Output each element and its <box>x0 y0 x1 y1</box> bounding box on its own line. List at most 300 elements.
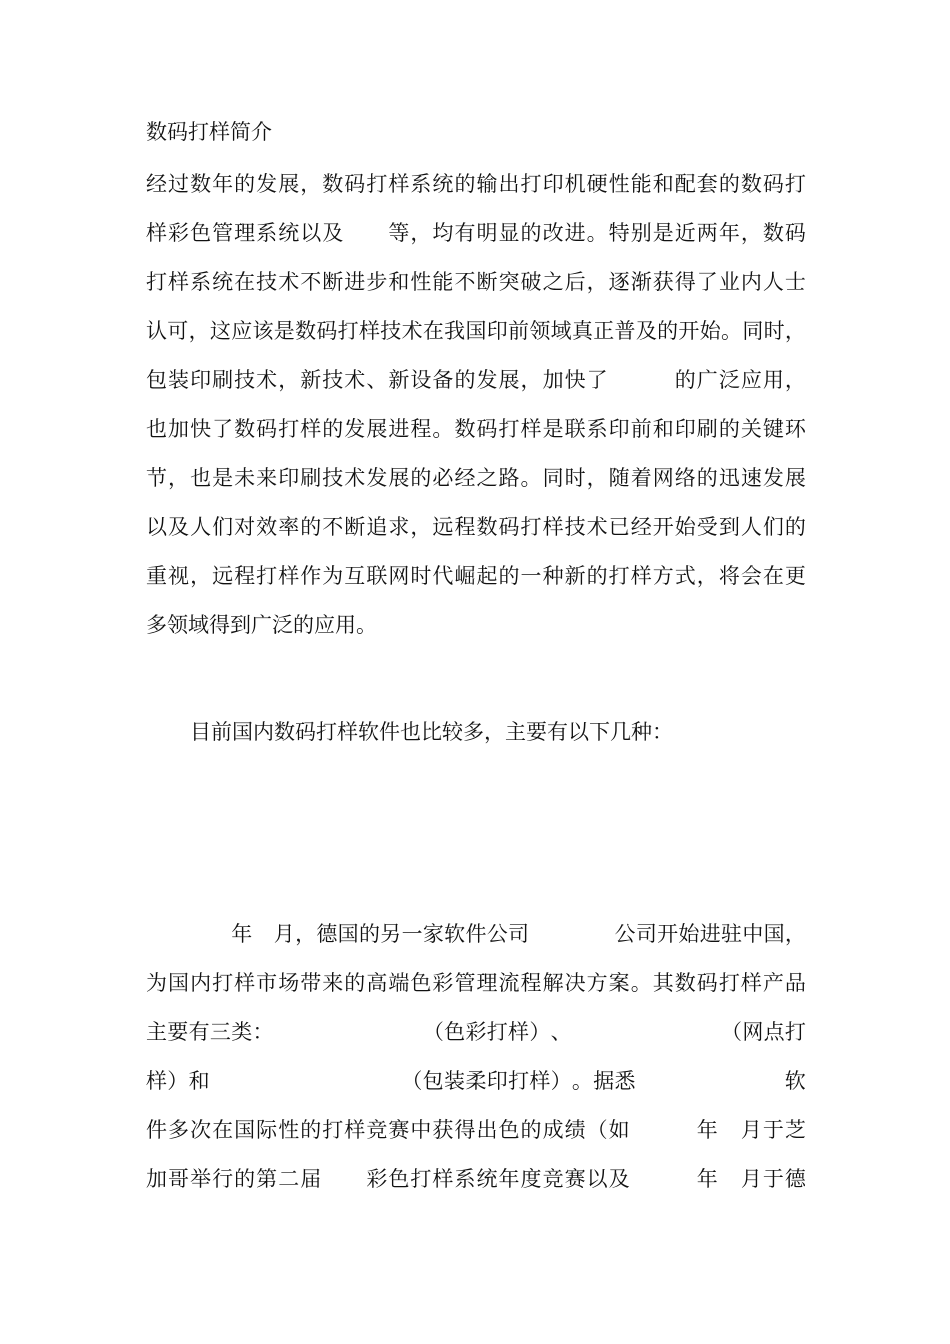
glyph: ， <box>586 466 608 490</box>
glyph: 及 <box>635 319 657 343</box>
glyph: 断 <box>476 270 498 294</box>
glyph: 中 <box>410 1118 432 1142</box>
glyph <box>189 910 210 959</box>
glyph: 也 <box>146 417 167 441</box>
glyph: 展 <box>784 466 806 490</box>
glyph <box>529 910 550 959</box>
glyph: 出 <box>476 1118 498 1142</box>
glyph: 时 <box>763 319 785 343</box>
glyph: 样 <box>234 971 256 995</box>
glyph: 联 <box>564 417 586 441</box>
glyph: 种 <box>542 564 564 588</box>
glyph: 国 <box>465 319 487 343</box>
glyph <box>316 1057 337 1106</box>
glyph: ， <box>410 515 432 539</box>
text-line <box>146 1008 806 1057</box>
glyph: 案 <box>608 971 630 995</box>
glyph: 度 <box>520 1167 542 1191</box>
glyph: 系 <box>256 221 278 245</box>
glyph: 后 <box>564 270 586 294</box>
glyph: 年 <box>212 172 234 196</box>
glyph: 行 <box>212 1167 234 1191</box>
glyph: 际 <box>256 1118 278 1142</box>
glyph: 断 <box>322 270 344 294</box>
glyph: 速 <box>740 466 762 490</box>
glyph: 据 <box>593 1069 615 1093</box>
glyph: 之 <box>542 270 564 294</box>
glyph: 了 <box>212 417 234 441</box>
glyph: 绩 <box>564 1118 586 1142</box>
glyph: ， <box>410 221 432 245</box>
glyph <box>636 1008 657 1057</box>
glyph: 领 <box>529 319 551 343</box>
glyph: 样 <box>168 270 190 294</box>
glyph: 码 <box>316 319 338 343</box>
glyph: 印 <box>486 1069 508 1093</box>
glyph: 会 <box>740 564 762 588</box>
glyph <box>274 1057 295 1106</box>
glyph: 方 <box>652 564 674 588</box>
document-title: 数码打样简介 <box>146 120 272 144</box>
glyph: 这 <box>209 319 231 343</box>
glyph: 着 <box>630 466 652 490</box>
glyph: 加 <box>146 1167 167 1191</box>
glyph: 统 <box>432 172 454 196</box>
glyph: ， <box>784 922 806 946</box>
glyph <box>572 1008 593 1057</box>
glyph: 术 <box>586 515 608 539</box>
glyph: 悉 <box>614 1069 636 1093</box>
glyph: 起 <box>476 564 498 588</box>
glyph: 作 <box>300 564 322 588</box>
glyph: ， <box>740 221 762 245</box>
glyph: 在 <box>234 270 256 294</box>
glyph: 的 <box>718 417 740 441</box>
glyph <box>631 1106 652 1155</box>
glyph: 配 <box>674 172 696 196</box>
glyph: 术 <box>344 368 366 392</box>
glyph: 样 <box>520 417 542 441</box>
glyph <box>344 1155 365 1204</box>
glyph: 该 <box>252 319 274 343</box>
glyph: 的 <box>234 172 256 196</box>
glyph: 样 <box>146 1069 167 1093</box>
glyph: 域 <box>550 319 572 343</box>
glyph: 统 <box>278 221 300 245</box>
glyph: 打 <box>278 417 300 441</box>
glyph <box>344 209 365 258</box>
glyph: 司 <box>635 922 657 946</box>
glyph <box>719 1106 740 1155</box>
glyph: 技 <box>234 368 256 392</box>
glyph: 可 <box>167 319 189 343</box>
glyph: 加 <box>542 368 564 392</box>
glyph: 网 <box>388 564 410 588</box>
glyph <box>700 1057 721 1106</box>
glyph: 和 <box>188 1069 210 1093</box>
glyph: 网 <box>652 466 674 490</box>
glyph: 国 <box>234 1118 256 1142</box>
glyph: 在 <box>422 319 444 343</box>
glyph <box>609 356 630 405</box>
glyph: 新 <box>388 368 410 392</box>
glyph: 年 <box>696 1167 718 1191</box>
glyph: 印 <box>542 172 564 196</box>
glyph: 主 <box>146 1020 167 1044</box>
glyph: 人 <box>740 515 762 539</box>
glyph: 软 <box>784 1069 806 1093</box>
glyph <box>274 1008 295 1057</box>
glyph: ， <box>586 270 608 294</box>
glyph: 我 <box>444 319 466 343</box>
glyph: 竞 <box>542 1167 564 1191</box>
glyph: 和 <box>388 270 410 294</box>
glyph: 管 <box>454 971 476 995</box>
glyph: 求 <box>388 515 410 539</box>
glyph: 码 <box>498 515 520 539</box>
glyph: 印 <box>674 417 696 441</box>
glyph: 多 <box>168 1118 190 1142</box>
glyph: 将 <box>718 564 740 588</box>
glyph: ， <box>784 319 806 343</box>
glyph: 内 <box>190 971 212 995</box>
glyph: 一 <box>401 922 423 946</box>
glyph: 路 <box>498 466 520 490</box>
glyph: 件 <box>146 1118 167 1142</box>
glyph: 样 <box>344 1118 366 1142</box>
glyph: 特 <box>608 221 630 245</box>
glyph: 场 <box>278 971 300 995</box>
glyph: 彩 <box>432 971 454 995</box>
glyph: 不 <box>454 270 476 294</box>
glyph: 获 <box>652 270 674 294</box>
glyph: 为 <box>146 971 167 995</box>
glyph: 环 <box>784 417 806 441</box>
glyph: 样 <box>432 1167 454 1191</box>
glyph: 崛 <box>454 564 476 588</box>
glyph: 德 <box>784 1167 806 1191</box>
glyph: 年 <box>231 922 253 946</box>
glyph: 正 <box>593 319 615 343</box>
glyph <box>721 1057 742 1106</box>
glyph: 另 <box>380 922 402 946</box>
glyph: 产 <box>762 971 784 995</box>
glyph: 端 <box>388 971 410 995</box>
glyph: 应 <box>231 319 253 343</box>
glyph: 打 <box>608 564 630 588</box>
text-line <box>146 209 806 258</box>
glyph: ） <box>550 1069 572 1093</box>
glyph: 刷 <box>696 417 718 441</box>
glyph: 设 <box>410 368 432 392</box>
glyph: 要 <box>167 1020 189 1044</box>
glyph: 性 <box>278 1118 300 1142</box>
glyph: 数 <box>454 417 476 441</box>
glyph: 德 <box>316 922 338 946</box>
glyph: 以 <box>586 1167 608 1191</box>
glyph: 始 <box>699 319 721 343</box>
glyph: 系 <box>190 270 212 294</box>
glyph: 泛 <box>718 368 740 392</box>
glyph <box>678 1008 699 1057</box>
glyph: 认 <box>146 319 167 343</box>
glyph: ， <box>278 368 300 392</box>
text-line <box>146 405 806 454</box>
glyph: 程 <box>520 971 542 995</box>
text-line <box>146 1106 806 1155</box>
text-line <box>146 601 806 650</box>
glyph: 有 <box>454 221 476 245</box>
glyph: 。 <box>571 1069 593 1093</box>
glyph: 打 <box>718 971 740 995</box>
glyph: 互 <box>344 564 366 588</box>
glyph: 追 <box>366 515 388 539</box>
glyph: 系 <box>454 1167 476 1191</box>
glyph: 数 <box>190 172 212 196</box>
glyph: 的 <box>498 564 520 588</box>
glyph: 节 <box>146 466 167 490</box>
glyph: 是 <box>273 319 295 343</box>
glyph: ， <box>520 368 542 392</box>
glyph: 开 <box>652 515 674 539</box>
glyph: 数 <box>322 172 344 196</box>
glyph: 统 <box>476 1167 498 1191</box>
glyph: 届 <box>300 1167 322 1191</box>
glyph: 理 <box>476 971 498 995</box>
glyph: 打 <box>337 319 359 343</box>
glyph: 网 <box>742 1020 764 1044</box>
glyph: 重 <box>146 564 167 588</box>
glyph: 了 <box>696 270 718 294</box>
glyph: 也 <box>190 466 212 490</box>
glyph: ： <box>252 1020 274 1044</box>
glyph <box>763 1057 784 1106</box>
glyph: ， <box>190 564 212 588</box>
glyph: ， <box>168 466 190 490</box>
glyph: 同 <box>542 466 564 490</box>
glyph <box>338 1057 359 1106</box>
glyph: 装 <box>168 368 190 392</box>
glyph: 别 <box>630 221 652 245</box>
glyph: 家 <box>422 922 444 946</box>
glyph: 发 <box>344 417 366 441</box>
text-line <box>146 356 806 405</box>
glyph: 术 <box>401 319 423 343</box>
glyph: 打 <box>784 1020 806 1044</box>
glyph: 公 <box>486 922 508 946</box>
glyph: 及 <box>322 221 344 245</box>
text-line <box>146 454 806 503</box>
glyph: 中 <box>742 922 764 946</box>
glyph: 快 <box>564 368 586 392</box>
glyph: 打 <box>366 172 388 196</box>
glyph: 色 <box>498 1118 520 1142</box>
glyph: 不 <box>300 270 322 294</box>
glyph: 程 <box>410 417 432 441</box>
glyph: 。 <box>432 417 454 441</box>
glyph <box>322 1155 343 1204</box>
glyph: 样 <box>146 221 167 245</box>
glyph: 方 <box>586 971 608 995</box>
glyph: 码 <box>784 221 806 245</box>
glyph: 印 <box>608 417 630 441</box>
glyph: 的 <box>520 221 542 245</box>
glyph: 的 <box>784 515 806 539</box>
glyph: 打 <box>146 270 167 294</box>
glyph: 时 <box>410 564 432 588</box>
glyph <box>653 1155 674 1204</box>
glyph: 率 <box>278 515 300 539</box>
glyph: 码 <box>762 172 784 196</box>
glyph: 展 <box>366 417 388 441</box>
glyph: 打 <box>256 564 278 588</box>
glyph: 的 <box>657 319 679 343</box>
glyph: 点 <box>763 1020 785 1044</box>
glyph: 们 <box>762 515 784 539</box>
glyph: 样 <box>278 564 300 588</box>
glyph: 来 <box>256 466 278 490</box>
glyph <box>593 910 614 959</box>
glyph: 。 <box>586 221 608 245</box>
glyph: 的 <box>718 172 740 196</box>
glyph: 赛 <box>388 1118 410 1142</box>
glyph: 样 <box>542 515 564 539</box>
glyph: 色 <box>190 221 212 245</box>
glyph: 年 <box>718 221 740 245</box>
glyph: 硬 <box>586 172 608 196</box>
glyph: 已 <box>608 515 630 539</box>
glyph <box>402 1008 423 1057</box>
glyph: 步 <box>366 270 388 294</box>
paragraph-intro-history <box>146 160 806 650</box>
glyph: 公 <box>614 922 636 946</box>
glyph: 技 <box>322 368 344 392</box>
glyph: 彩 <box>366 1167 388 1191</box>
line-text: 多领域得到广泛的应用。 <box>146 613 377 637</box>
glyph: 发 <box>762 466 784 490</box>
glyph: （ <box>721 1020 743 1044</box>
glyph: 视 <box>168 564 190 588</box>
glyph <box>338 1008 359 1057</box>
glyph: 技 <box>322 466 344 490</box>
glyph: 新 <box>300 368 322 392</box>
glyph: 管 <box>212 221 234 245</box>
glyph: 。 <box>630 971 652 995</box>
glyph: 及 <box>168 515 190 539</box>
glyph <box>593 1008 614 1057</box>
glyph: 色 <box>388 1167 410 1191</box>
glyph: 和 <box>652 172 674 196</box>
glyph: 刷 <box>300 466 322 490</box>
glyph: 内 <box>740 270 762 294</box>
glyph: 断 <box>344 515 366 539</box>
text-line <box>146 910 806 959</box>
glyph: 二 <box>278 1167 300 1191</box>
glyph: 的 <box>300 515 322 539</box>
glyph: 年 <box>498 1167 520 1191</box>
glyph: 式 <box>674 564 696 588</box>
text-line <box>146 1057 806 1106</box>
glyph <box>359 1008 380 1057</box>
glyph: 展 <box>498 368 520 392</box>
glyph: 色 <box>444 1020 466 1044</box>
glyph: 成 <box>542 1118 564 1142</box>
glyph: 时 <box>564 466 586 490</box>
glyph <box>551 910 572 959</box>
glyph: 来 <box>322 971 344 995</box>
glyph: 彩 <box>168 221 190 245</box>
glyph: 系 <box>410 172 432 196</box>
glyph: 快 <box>190 417 212 441</box>
glyph: 均 <box>432 221 454 245</box>
glyph: 的 <box>586 564 608 588</box>
glyph: 逐 <box>608 270 630 294</box>
glyph: 数 <box>762 221 784 245</box>
glyph: 包 <box>422 1069 444 1093</box>
glyph <box>295 1057 316 1106</box>
glyph: 之 <box>476 466 498 490</box>
glyph: （ <box>401 1069 423 1093</box>
glyph: 近 <box>674 221 696 245</box>
glyph <box>657 1057 678 1106</box>
glyph <box>359 1057 380 1106</box>
glyph: 在 <box>212 1118 234 1142</box>
glyph <box>742 1057 763 1106</box>
glyph: 柔 <box>465 1069 487 1093</box>
glyph: 技 <box>256 270 278 294</box>
glyph: 打 <box>508 1069 530 1093</box>
glyph: 样 <box>630 564 652 588</box>
glyph: ， <box>300 172 322 196</box>
glyph: 次 <box>190 1118 212 1142</box>
glyph: 和 <box>652 417 674 441</box>
glyph <box>653 1106 674 1155</box>
glyph: 高 <box>366 971 388 995</box>
glyph: 破 <box>520 270 542 294</box>
glyph: 月 <box>740 1167 762 1191</box>
glyph: 远 <box>212 564 234 588</box>
glyph: 获 <box>432 1118 454 1142</box>
glyph: 驻 <box>721 922 743 946</box>
glyph <box>700 1008 721 1057</box>
glyph: 等 <box>388 221 410 245</box>
glyph: 解 <box>542 971 564 995</box>
glyph: 发 <box>256 172 278 196</box>
glyph: 人 <box>190 515 212 539</box>
glyph: 数 <box>476 515 498 539</box>
glyph: 过 <box>168 172 190 196</box>
glyph: 打 <box>520 172 542 196</box>
glyph: 于 <box>762 1118 784 1142</box>
glyph: 展 <box>278 172 300 196</box>
glyph: 打 <box>322 1118 344 1142</box>
glyph: 彩 <box>465 1020 487 1044</box>
glyph: 术 <box>278 270 300 294</box>
glyph: 技 <box>380 319 402 343</box>
text-line <box>146 1155 806 1204</box>
glyph: 进 <box>344 270 366 294</box>
glyph: 年 <box>696 1118 718 1142</box>
glyph: 经 <box>146 172 167 196</box>
glyph: 始 <box>678 922 700 946</box>
glyph: 经 <box>630 515 652 539</box>
glyph <box>615 1008 636 1057</box>
glyph: 普 <box>614 319 636 343</box>
glyph: 国 <box>337 922 359 946</box>
glyph: 色 <box>410 971 432 995</box>
glyph <box>631 1155 652 1204</box>
glyph: 以 <box>146 515 167 539</box>
